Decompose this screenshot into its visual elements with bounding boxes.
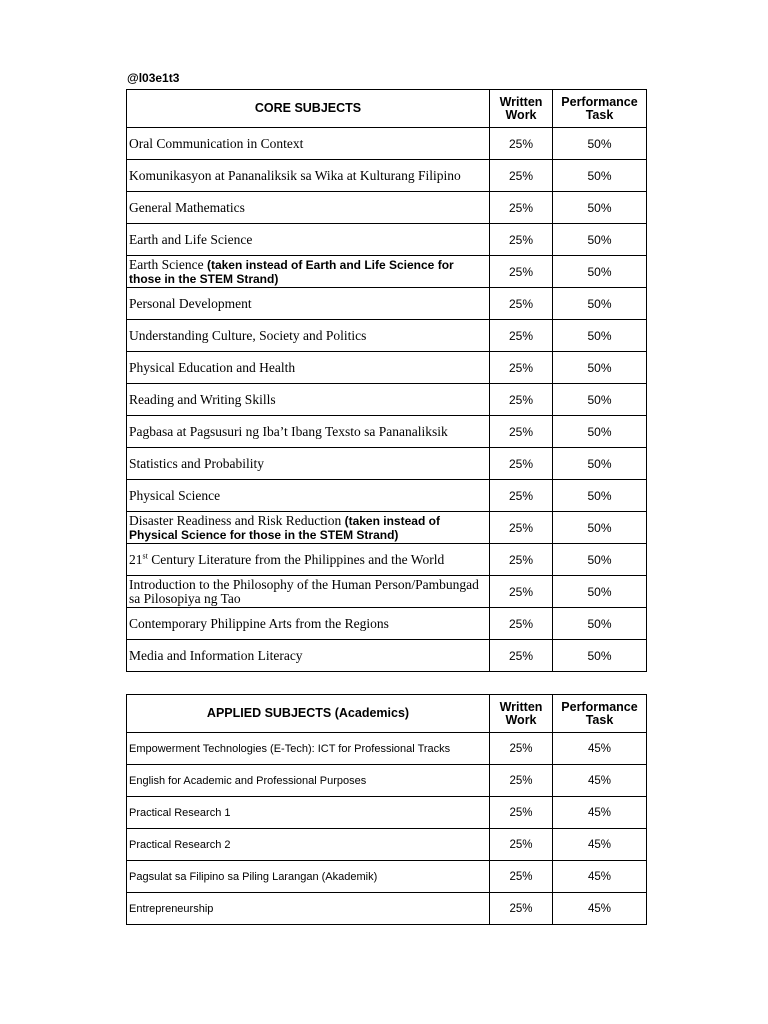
table-row [127, 160, 647, 192]
written-work-value: 25% [490, 192, 553, 224]
written-work-value: 25% [490, 829, 553, 861]
subject-name: Pagbasa at Pagsusuri ng Iba’t Ibang Texsto sa Pananaliksik [129, 423, 448, 439]
written-work-value: 25% [490, 733, 553, 765]
table-row [127, 893, 647, 925]
applied-subjects-heading: APPLIED SUBJECTS (Academics) [127, 695, 490, 733]
performance-task-heading: Performance Task [553, 90, 647, 128]
performance-task-value: 50% [553, 512, 647, 544]
table-row [127, 733, 647, 765]
written-work-value: 25% [490, 797, 553, 829]
performance-task-value: 50% [553, 384, 647, 416]
applied-header-row [127, 695, 647, 733]
subject-name: Reading and Writing Skills [129, 391, 276, 407]
performance-task-value: 50% [553, 320, 647, 352]
written-work-value: 25% [490, 128, 553, 160]
performance-task-value: 45% [553, 797, 647, 829]
written-work-value: 25% [490, 480, 553, 512]
performance-task-value: 50% [553, 192, 647, 224]
subject-name: Pagsulat sa Filipino sa Piling Larangan (Akademik) [129, 870, 378, 883]
core-subjects-heading: CORE SUBJECTS [127, 90, 490, 128]
subject-cell [127, 576, 490, 608]
written-work-value: 25% [490, 893, 553, 925]
performance-task-value: 45% [553, 829, 647, 861]
subject-name: Contemporary Philippine Arts from the Regions [129, 615, 389, 631]
subject-cell [127, 256, 490, 288]
core-header-row [127, 90, 647, 128]
written-work-value: 25% [490, 640, 553, 672]
applied-subjects-table [126, 694, 647, 925]
subject-name: Disaster Readiness and Risk Reduction [129, 512, 345, 528]
table-row [127, 224, 647, 256]
subject-name: Empowerment Technologies (E-Tech): ICT for Professional Tracks [129, 742, 451, 755]
performance-task-value: 50% [553, 640, 647, 672]
performance-task-value: 50% [553, 608, 647, 640]
subject-name: Century Literature from the Philippines and the World [147, 551, 445, 567]
written-work-value: 25% [490, 256, 553, 288]
written-work-value: 25% [490, 160, 553, 192]
subject-cell [127, 480, 490, 512]
performance-task-value: 50% [553, 480, 647, 512]
subject-note: (taken instead of Earth and Life Science for those in the STEM Strand) [129, 257, 454, 286]
performance-task-value: 50% [553, 448, 647, 480]
written-work-value: 25% [490, 416, 553, 448]
subject-cell [127, 765, 490, 797]
table-row [127, 544, 647, 576]
performance-task-value: 45% [553, 765, 647, 797]
subject-cell [127, 416, 490, 448]
subject-cell [127, 544, 490, 576]
subject-cell [127, 384, 490, 416]
subject-name: Practical Research 2 [129, 838, 231, 851]
written-work-value: 25% [490, 765, 553, 797]
table-row [127, 320, 647, 352]
table-row [127, 829, 647, 861]
subject-name: Statistics and Probability [129, 455, 264, 471]
performance-task-value: 50% [553, 160, 647, 192]
subject-name: Physical Science [129, 487, 221, 503]
performance-task-value: 50% [553, 416, 647, 448]
subject-cell [127, 288, 490, 320]
subject-cell [127, 448, 490, 480]
written-work-value: 25% [490, 448, 553, 480]
subject-cell [127, 192, 490, 224]
subject-cell [127, 224, 490, 256]
table-row [127, 608, 647, 640]
subject-ordinal: 21 [129, 551, 143, 567]
subject-name: Komunikasyon at Pananaliksik sa Wika at Kulturang Filipino [129, 167, 461, 183]
subject-name: Earth and Life Science [129, 231, 253, 247]
subject-cell [127, 512, 490, 544]
subject-cell [127, 352, 490, 384]
subject-name: Entrepreneurship [129, 902, 214, 915]
performance-task-value: 50% [553, 128, 647, 160]
table-row [127, 128, 647, 160]
performance-task-value: 50% [553, 256, 647, 288]
table-row [127, 480, 647, 512]
subject-cell [127, 861, 490, 893]
table-row [127, 448, 647, 480]
subject-cell [127, 829, 490, 861]
performance-task-value: 45% [553, 733, 647, 765]
table-row [127, 765, 647, 797]
performance-task-value: 50% [553, 352, 647, 384]
subject-cell [127, 320, 490, 352]
subject-note: (taken instead of Physical Science for those in the STEM Strand) [129, 513, 440, 542]
table-row [127, 288, 647, 320]
author-handle: @l03e1t3 [127, 71, 180, 85]
subject-cell [127, 733, 490, 765]
written-work-value: 25% [490, 288, 553, 320]
table-row [127, 352, 647, 384]
subject-cell [127, 128, 490, 160]
written-work-value: 25% [490, 320, 553, 352]
performance-task-heading: Performance Task [553, 695, 647, 733]
subject-cell [127, 160, 490, 192]
subject-name: Personal Development [129, 295, 252, 311]
subject-name: General Mathematics [129, 199, 245, 215]
performance-task-value: 45% [553, 893, 647, 925]
subject-cell [127, 893, 490, 925]
table-row [127, 861, 647, 893]
performance-task-value: 50% [553, 224, 647, 256]
table-row [127, 416, 647, 448]
written-work-heading: Written Work [490, 695, 553, 733]
subject-name: Media and Information Literacy [129, 647, 303, 663]
subject-name: Practical Research 1 [129, 806, 231, 819]
written-work-value: 25% [490, 861, 553, 893]
written-work-value: 25% [490, 608, 553, 640]
table-row [127, 256, 647, 288]
table-row [127, 512, 647, 544]
subject-name: English for Academic and Professional Purposes [129, 774, 367, 787]
written-work-value: 25% [490, 576, 553, 608]
subject-name: Understanding Culture, Society and Politics [129, 327, 367, 343]
subject-cell [127, 640, 490, 672]
table-row [127, 192, 647, 224]
subject-name: Introduction to the Philosophy of the Human Person/Pambungad sa Pilosopiya ng Tao [129, 576, 479, 606]
subject-name: Earth Science [129, 256, 207, 272]
subject-name: Oral Communication in Context [129, 135, 304, 151]
subject-ordinal-suffix: st [142, 551, 148, 560]
table-row [127, 797, 647, 829]
written-work-value: 25% [490, 352, 553, 384]
written-work-value: 25% [490, 512, 553, 544]
table-row [127, 640, 647, 672]
table-row [127, 576, 647, 608]
written-work-value: 25% [490, 544, 553, 576]
subject-name: Physical Education and Health [129, 359, 296, 375]
performance-task-value: 50% [553, 544, 647, 576]
written-work-heading: Written Work [490, 90, 553, 128]
performance-task-value: 45% [553, 861, 647, 893]
subject-cell [127, 608, 490, 640]
performance-task-value: 50% [553, 576, 647, 608]
written-work-value: 25% [490, 224, 553, 256]
table-row [127, 384, 647, 416]
performance-task-value: 50% [553, 288, 647, 320]
written-work-value: 25% [490, 384, 553, 416]
subject-cell [127, 797, 490, 829]
core-subjects-table [126, 89, 647, 672]
